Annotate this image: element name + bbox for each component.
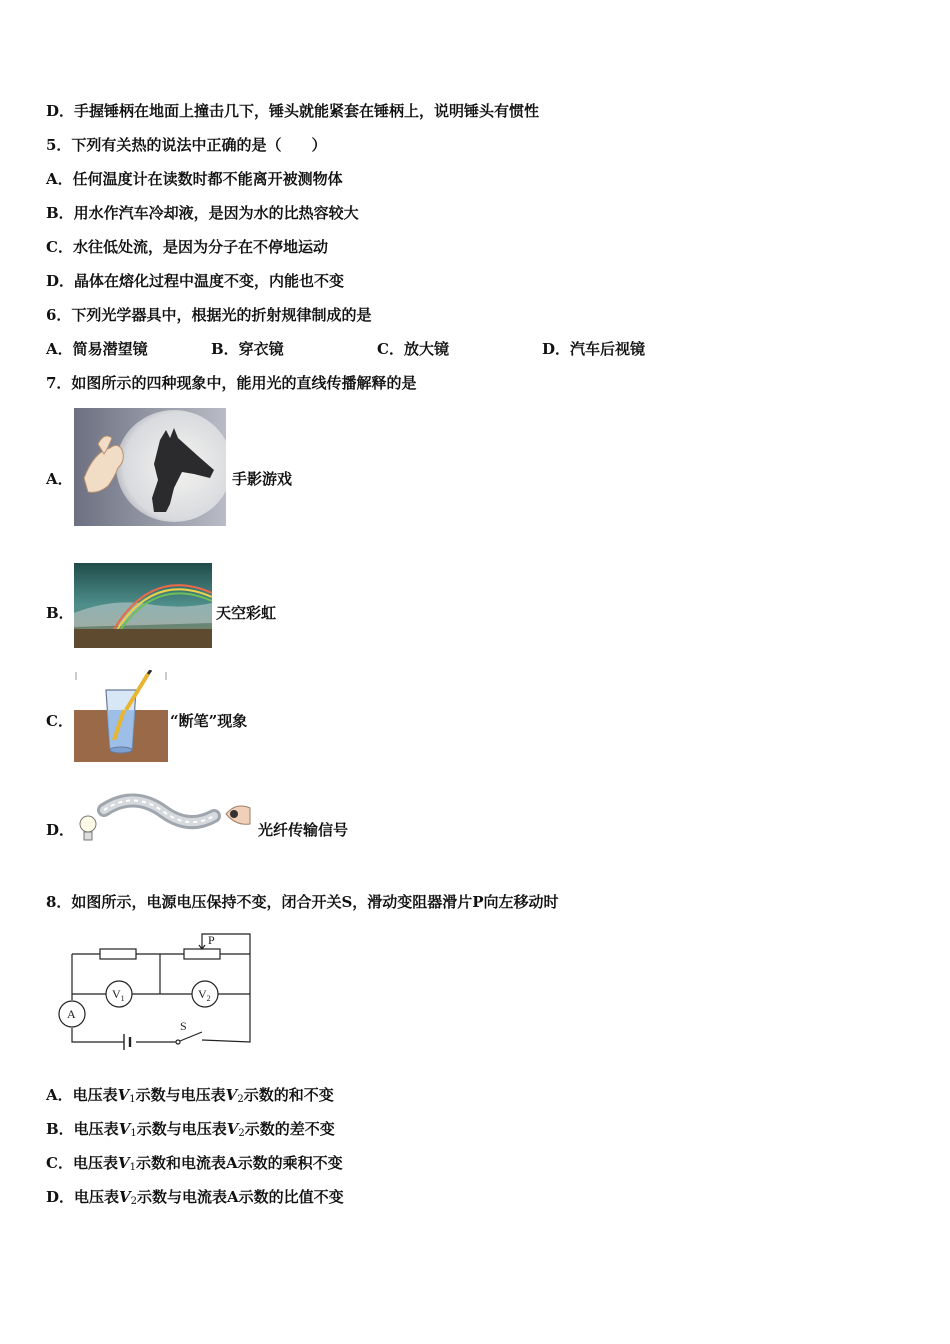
- q6-option-c: C．放大镜: [377, 340, 449, 358]
- q7-stem: 7．如图所示的四种现象中，能用光的直线传播解释的是: [46, 374, 417, 392]
- q7-option-a-caption: 手影游戏: [232, 470, 293, 488]
- label-p: P: [208, 933, 215, 947]
- q7-option-c-letter: C．: [46, 712, 73, 730]
- q8-option-c: C．电压表$V_1$示数和电流表A示数的乘积不变: [46, 1154, 343, 1173]
- q5-option-b: B．用水作汽车冷却液，是因为水的比热容较大: [46, 204, 359, 222]
- q8-stem: 8．如图所示，电源电压保持不变，闭合开关S，滑动变阻器滑片P向左移动时: [46, 893, 559, 911]
- broken-pencil-image: [74, 670, 168, 762]
- q6-option-b: B．穿衣镜: [211, 340, 284, 358]
- q7-option-b-caption: 天空彩虹: [216, 604, 277, 622]
- q7-option-d-letter: D．: [46, 821, 75, 839]
- q8-option-a: A．电压表$V_1$示数与电压表$V_2$示数的和不变: [46, 1086, 334, 1105]
- q6-option-d: D．汽车后视镜: [542, 340, 646, 358]
- q6-stem: 6．下列光学器具中，根据光的折射规律制成的是: [46, 306, 372, 324]
- switch-label: S: [180, 1019, 187, 1033]
- q4-option-d: D．手握锤柄在地面上撞击几下，锤头就能紧套在锤柄上，说明锤头有惯性: [46, 102, 540, 120]
- q7-option-c-caption: “断笔”现象: [170, 712, 248, 730]
- q7-option-b-letter: B．: [46, 604, 74, 622]
- q7-option-d-caption: 光纤传输信号: [258, 821, 349, 839]
- q8-option-d: D．电压表$V_2$示数与电流表A示数的比值不变: [46, 1188, 344, 1207]
- q5-stem: 5．下列有关热的说法中正确的是（ ）: [46, 136, 327, 154]
- optical-fiber-image: [74, 786, 254, 846]
- q5-option-d: D．晶体在熔化过程中温度不变，内能也不变: [46, 272, 345, 290]
- voltmeter-1-label: $V_1$: [112, 987, 125, 1003]
- q6-option-a: A．简易潜望镜: [46, 340, 148, 358]
- voltmeter-2-label: $V_2$: [198, 987, 211, 1003]
- circuit-diagram: [56, 928, 256, 1054]
- hand-shadow-image: [74, 408, 226, 526]
- rainbow-image: [74, 563, 212, 648]
- q8-option-b: B．电压表$V_1$示数与电压表$V_2$示数的差不变: [46, 1120, 335, 1139]
- ammeter-label: A: [67, 1007, 76, 1021]
- q5-option-c: C．水往低处流，是因为分子在不停地运动: [46, 238, 328, 256]
- q5-option-a: A．任何温度计在读数时都不能离开被测物体: [46, 170, 343, 188]
- q7-option-a-letter: A．: [46, 470, 73, 488]
